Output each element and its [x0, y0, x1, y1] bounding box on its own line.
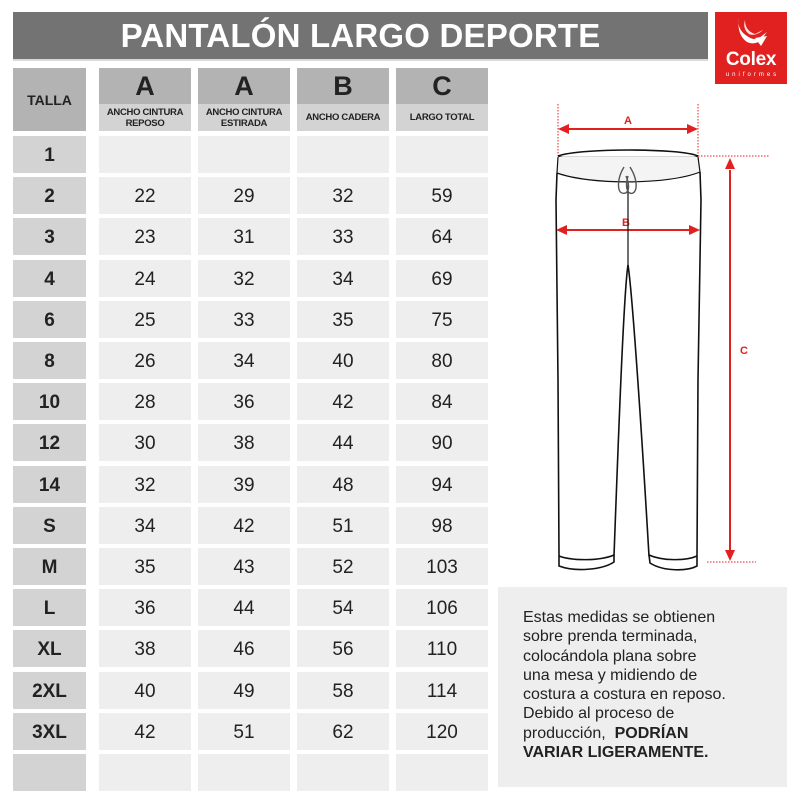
note-line: Estas medidas se obtienen [523, 609, 716, 626]
measurement-cell: 84 [396, 383, 488, 420]
measurement-cell: 44 [297, 424, 389, 461]
note-line: Debido al proceso de [523, 705, 675, 723]
size-label: 2XL [13, 672, 86, 709]
size-label: 14 [13, 466, 86, 503]
measurement-cell: 23 [99, 218, 191, 255]
measurement-cell: 51 [297, 507, 389, 544]
measurement-cell [198, 754, 290, 791]
measurement-cell: 62 [297, 713, 389, 750]
brand-subtitle: uniformes [725, 72, 780, 78]
brand-logo [715, 12, 787, 84]
measurement-cell: 31 [198, 218, 290, 255]
size-label: 2 [13, 177, 86, 214]
measurement-cell [297, 136, 389, 173]
measurement-cell: 24 [99, 260, 191, 297]
measurement-cell: 38 [198, 424, 290, 461]
measurement-cell: 32 [198, 260, 290, 297]
note-line: una mesa y midiendo de [523, 666, 698, 684]
note-line: costura a costura en reposo. [523, 686, 726, 704]
size-label: 8 [13, 342, 86, 379]
measurement-cell: 32 [99, 466, 191, 503]
measurement-cell: 29 [198, 177, 290, 214]
measurement-cell: 64 [396, 218, 488, 255]
page-title: PANTALÓN LARGO DEPORTE [13, 12, 708, 61]
measurement-cell: 59 [396, 177, 488, 214]
measurement-cell: 42 [198, 507, 290, 544]
measurement-cell: 33 [198, 301, 290, 338]
label-c: C [740, 345, 748, 357]
measurement-cell: 110 [396, 630, 488, 667]
measurement-cell: 48 [297, 466, 389, 503]
column-letter: A [99, 68, 191, 104]
measurement-cell: 36 [99, 589, 191, 626]
note-warning: VARIAR LIGERAMENTE. [523, 744, 709, 762]
column-label-line: ESTIRADA [220, 117, 268, 129]
size-label: 3XL [13, 713, 86, 750]
measurement-cell [99, 754, 191, 791]
measurement-cell: 28 [99, 383, 191, 420]
measurement-cell [297, 754, 389, 791]
measurement-cell: 36 [198, 383, 290, 420]
measurement-cell: 38 [99, 630, 191, 667]
column-label-line: ANCHO CINTURA [106, 106, 184, 118]
label-b: B [622, 217, 630, 229]
measurement-cell: 34 [99, 507, 191, 544]
measurement-cell: 103 [396, 548, 488, 585]
column-label [198, 104, 290, 131]
measurement-cell: 40 [297, 342, 389, 379]
size-label: XL [13, 630, 86, 667]
measurement-cell: 42 [297, 383, 389, 420]
size-label: S [13, 507, 86, 544]
measure-c-arrow [725, 158, 735, 561]
size-label: 6 [13, 301, 86, 338]
size-label: M [13, 548, 86, 585]
note-line [523, 743, 775, 762]
column-label [396, 104, 488, 131]
measurement-cell [396, 754, 488, 791]
column-letter: C [396, 68, 488, 104]
measurement-cell [198, 136, 290, 173]
measurement-cell: 39 [198, 466, 290, 503]
note-text: producción, [523, 724, 615, 742]
measurement-cell: 94 [396, 466, 488, 503]
label-a: A [624, 115, 632, 127]
note-line [523, 724, 775, 743]
size-label: 12 [13, 424, 86, 461]
measurement-cell: 106 [396, 589, 488, 626]
measurement-cell: 46 [198, 630, 290, 667]
measurement-cell: 42 [99, 713, 191, 750]
measurement-cell [99, 136, 191, 173]
measurement-cell: 25 [99, 301, 191, 338]
measurement-cell: 51 [198, 713, 290, 750]
measurement-cell: 33 [297, 218, 389, 255]
pants-measurement-diagram [520, 95, 800, 575]
measurement-cell: 114 [396, 672, 488, 709]
note-line: colocándola plana sobre [523, 647, 697, 665]
bird-wing-icon [733, 16, 771, 50]
measurement-cell: 34 [297, 260, 389, 297]
measurement-cell: 80 [396, 342, 488, 379]
brand-name: Colex [725, 49, 777, 70]
measurement-cell: 98 [396, 507, 488, 544]
measurement-cell: 35 [99, 548, 191, 585]
measurement-cell: 34 [198, 342, 290, 379]
measurement-cell: 75 [396, 301, 488, 338]
column-label [99, 104, 191, 131]
talla-header: TALLA [13, 68, 86, 131]
size-label: 1 [13, 136, 86, 173]
measurement-cell: 40 [99, 672, 191, 709]
size-label [13, 754, 86, 791]
measurement-cell: 44 [198, 589, 290, 626]
measurement-note [498, 587, 787, 787]
size-label: 4 [13, 260, 86, 297]
measurement-cell: 56 [297, 630, 389, 667]
note-line: sobre prenda terminada, [523, 628, 698, 646]
size-label: L [13, 589, 86, 626]
measurement-cell: 52 [297, 548, 389, 585]
measurement-cell: 58 [297, 672, 389, 709]
measurement-cell: 120 [396, 713, 488, 750]
column-label-line: REPOSO [125, 117, 165, 129]
measurement-cell: 26 [99, 342, 191, 379]
measurement-cell: 54 [297, 589, 389, 626]
measurement-cell: 49 [198, 672, 290, 709]
measurement-cell: 22 [99, 177, 191, 214]
column-letter: A [198, 68, 290, 104]
pants-outline [556, 150, 701, 570]
column-label-line: ANCHO CADERA [305, 112, 381, 123]
column-label-line: ANCHO CINTURA [205, 106, 283, 118]
measurement-cell: 32 [297, 177, 389, 214]
measurement-cell: 30 [99, 424, 191, 461]
size-label: 10 [13, 383, 86, 420]
measurement-cell: 90 [396, 424, 488, 461]
column-label [297, 104, 389, 131]
note-warning: PODRÍAN [614, 724, 689, 742]
measurement-cell [396, 136, 488, 173]
measurement-cell: 69 [396, 260, 488, 297]
column-label-line: LARGO TOTAL [409, 112, 475, 123]
column-letter: B [297, 68, 389, 104]
measurement-cell: 35 [297, 301, 389, 338]
size-label: 3 [13, 218, 86, 255]
measurement-cell: 43 [198, 548, 290, 585]
